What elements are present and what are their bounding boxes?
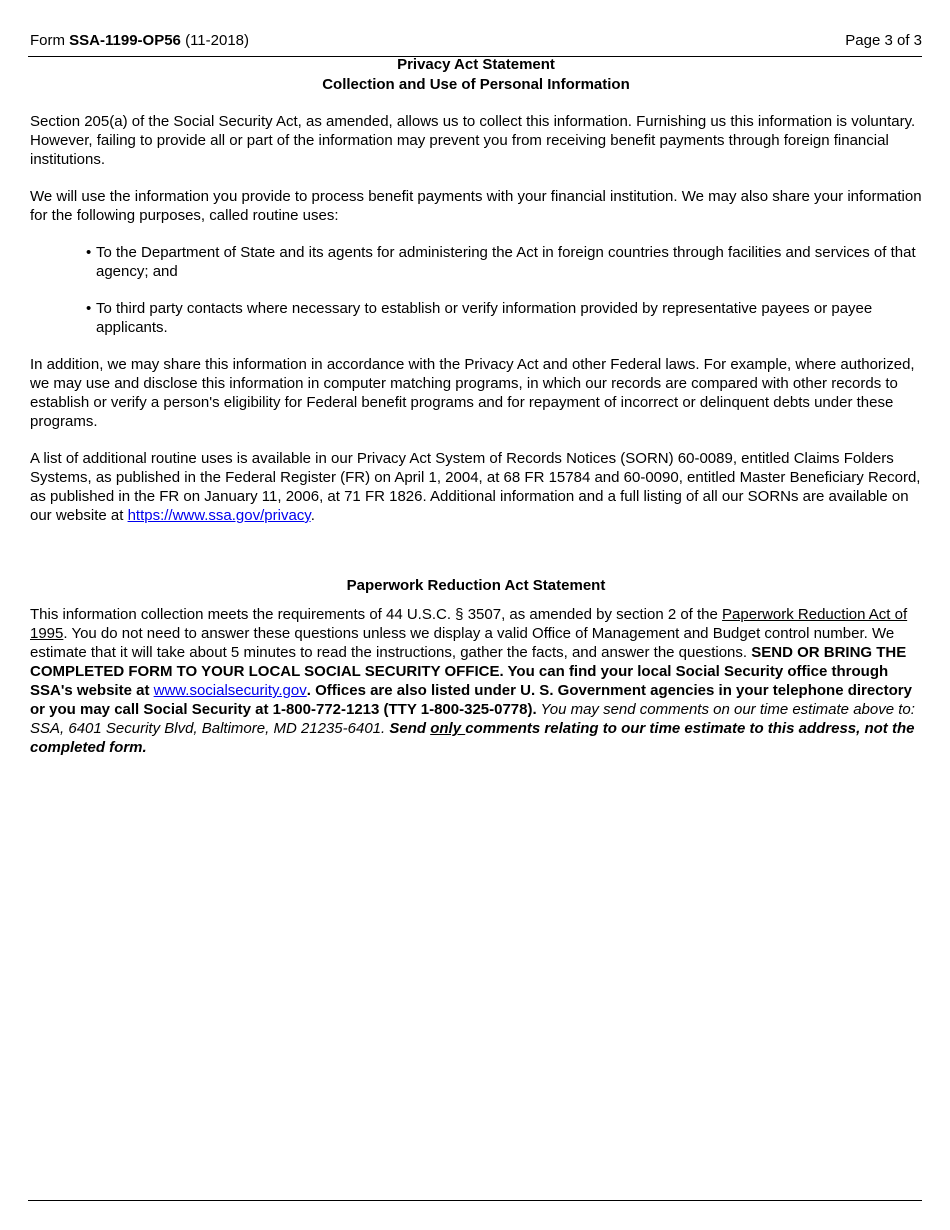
privacy-paragraph-4 bbox=[30, 449, 922, 525]
list-item-text: To third party contacts where necessary to establish or verify information provided by representative payees or payee applicants. bbox=[96, 300, 873, 336]
sorn-text-end: . bbox=[310, 507, 315, 524]
page-header bbox=[30, 31, 922, 51]
socialsecurity-website-link[interactable]: www.socialsecurity.gov bbox=[153, 682, 307, 699]
paperwork-bold-2: . Offices are also listed under U. S. Government agencies in your telephone directory or you may call Social Security at 1-800-772-1213 (TTY 1-800-325-0778). bbox=[30, 682, 912, 718]
document-body bbox=[30, 55, 922, 757]
list-item-text: To the Department of State and its agents for administering the Act in foreign countries through facilities and services of that agency; and bbox=[96, 244, 916, 280]
paperwork-italic-1: You may send comments on our time estimate above to bbox=[536, 701, 911, 718]
form-prefix: Form bbox=[30, 32, 65, 49]
paperwork-paragraph bbox=[30, 605, 922, 757]
paperwork-act-reference: Paperwork Reduction Act of 1995 bbox=[30, 606, 908, 642]
page-number: Page 3 of 3 bbox=[845, 32, 922, 49]
privacy-website-link[interactable]: https://www.ssa.gov/privacy bbox=[127, 507, 311, 524]
routine-uses-list bbox=[30, 243, 922, 337]
paperwork-address: : SSA, 6401 Security Blvd, Baltimore, MD 21235-6401. bbox=[30, 701, 915, 737]
paperwork-bold-1: SEND OR BRING THE COMPLETED FORM TO YOUR LOCAL SOCIAL SECURITY OFFICE. You can find your local Social Security office through SSA's website at bbox=[30, 644, 907, 699]
sorn-text: A list of additional routine uses is available in our Privacy Act System of Records Notices (SORN) 60-0089, entitled Claims Folders Systems, as published in the Federal Register (FR) on April 1, 2004, at 68 FR 15784 and 60-0090, entitled Master Beneficiary Record, as published in the FR on January 11, 2006, at 71 FR 1826. Additional information and a full listing of all our SORNs are available on our website at bbox=[30, 450, 921, 524]
paperwork-text-2: . You do not need to answer these questions unless we display a valid Office of Management and Budget control number. We estimate that it will take about 5 minutes to read the instructions, gather the facts, and answer the questions. bbox=[30, 625, 895, 661]
form-identifier bbox=[30, 31, 249, 51]
paperwork-bold-italic-2: comments relating to our time estimate to this address, not the completed form. bbox=[30, 720, 915, 756]
privacy-title: Privacy Act Statement bbox=[397, 56, 555, 73]
list-item bbox=[30, 299, 922, 337]
bullet-icon: • bbox=[86, 244, 92, 261]
list-item bbox=[30, 243, 922, 281]
paperwork-bold-italic-1: Send bbox=[385, 720, 431, 737]
privacy-paragraph-1: Section 205(a) of the Social Security Act, as amended, allows us to collect this information. Furnishing us this information is voluntary. However, failing to provide all or part of the information may prevent you from receiving benefit payments through foreign financial institutions. bbox=[30, 113, 916, 168]
form-number: SSA-1199-OP56 bbox=[69, 32, 181, 49]
privacy-paragraph-2: We will use the information you provide to process benefit payments with your financial institution. We may also share your information for the following purposes, called routine uses: bbox=[30, 188, 922, 224]
form-date: (11-2018) bbox=[185, 32, 250, 49]
paperwork-text-1: This information collection meets the requirements of 44 U.S.C. § 3507, as amended by section 2 of the bbox=[30, 606, 723, 623]
paperwork-only-emphasis: only bbox=[430, 720, 466, 737]
privacy-subtitle: Collection and Use of Personal Information bbox=[322, 76, 630, 93]
footer-divider bbox=[28, 1200, 922, 1201]
privacy-paragraph-3: In addition, we may share this information in accordance with the Privacy Act and other Federal laws. For example, where authorized, we may use and disclose this information in computer matching programs, in which our records are compared with other records to establish or verify a person's eligibility for Federal benefit programs and for repayment of incorrect or delinquent debts under these programs. bbox=[30, 356, 915, 430]
paperwork-title: Paperwork Reduction Act Statement bbox=[346, 577, 606, 594]
bullet-icon: • bbox=[86, 300, 92, 317]
